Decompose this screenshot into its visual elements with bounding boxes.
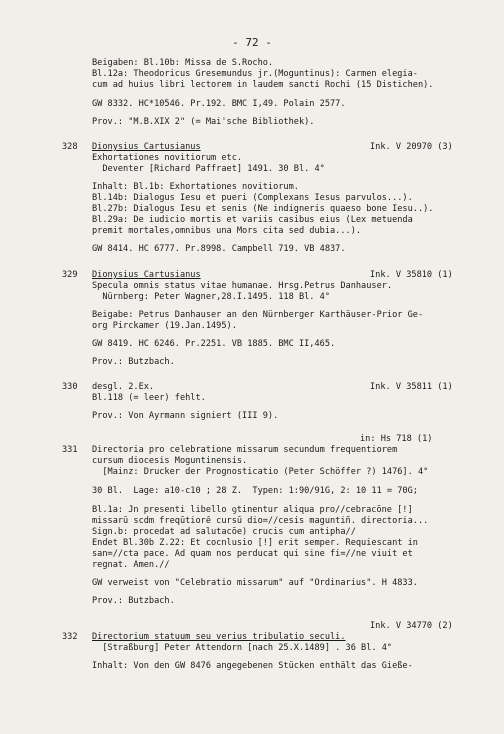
shelfmark: in: Hs 718 (1)	[360, 434, 433, 444]
intro-line: Prov.: "M.B.XIX 2" (= Mai'sche Bibliothek).	[92, 117, 315, 127]
entry-line: Exhortationes novitiorum etc.	[92, 153, 243, 163]
author-heading: Dionysius Cartusianus	[92, 270, 201, 280]
entry-line: Specula omnis status vitae humanae. Hrsg.Petrus Danhauser.	[92, 281, 393, 291]
entry-line: regnat. Amen.//	[92, 560, 170, 570]
entry-line: Inhalt: Von den GW 8476 angegebenen Stücken enthält das Gieße-	[92, 661, 413, 671]
entry-line: Sign.b: procedat ad salutacōe) crucis cum antipha//	[92, 527, 356, 537]
entry-line: Deventer [Richard Paffraet] 1491. 30 Bl. 4°	[92, 164, 325, 174]
entry-line: Bl.118 (= leer) fehlt.	[92, 393, 206, 403]
entry-line: Directoria pro celebratione missarum secundum frequentiorem	[92, 445, 398, 455]
entry-line: Bl.29a: De iudicio mortis et variis casibus eius (Lex metuenda	[92, 215, 413, 225]
entry-line: [Mainz: Drucker der Prognosticatio (Peter Schöffer ?) 1476]. 4°	[92, 467, 429, 477]
intro-line: Bl.12a: Theodoricus Gresemundus jr.(Moguntinus): Carmen elegia-	[92, 69, 418, 79]
entry-number: 331	[62, 445, 78, 455]
intro-line: cum ad huius libri lectorem in laudem sancti Rochi (15 Distichen).	[92, 80, 434, 90]
entry-line: Inhalt: Bl.1b: Exhortationes novitiorum.	[92, 182, 299, 192]
entry-line: Bl.1a: Jn presenti libello ꝯtinentur aliqua pro//cebracōne [!]	[92, 505, 413, 515]
entry-line: GW verweist von "Celebratio missarum" auf "Ordinarius". H 4833.	[92, 578, 418, 588]
entry-number: 329	[62, 270, 78, 280]
entry-line: Endet Bl.30b Z.22: Et cocnlusio [!] erit semper. Requiescant in	[92, 538, 418, 548]
shelfmark: Ink. V 34770 (2)	[370, 621, 453, 631]
entry-line: [Straßburg] Peter Attendorn [nach 25.X.1489] . 36 Bl. 4°	[92, 643, 393, 653]
intro-line: GW 8332. HC*10546. Pr.192. BMC I,49. Polain 2577.	[92, 99, 346, 109]
entry-line: san=//cta pace. Ad quam nos perducat qui sine fi=//ne viuit et	[92, 549, 413, 559]
page-number: - 72 -	[232, 36, 272, 49]
entry-line: 30 Bl. Lage: a10-c10 ; 28 Z. Typen: 1:90/91G, 2: 10 11 = 70G;	[92, 486, 418, 496]
entry-line: GW 8414. HC 6777. Pr.8998. Campbell 719. VB 4837.	[92, 244, 346, 254]
shelfmark: Ink. V 20970 (3)	[370, 142, 453, 152]
entry-line: Bl.14b: Dialogus Iesu et pueri (Complexans Iesus parvulos...).	[92, 193, 413, 203]
entry-line: Bl.27b: Dialogus Iesu et senis (Ne indigneris quaeso bone Iesu..).	[92, 204, 434, 214]
entry-line: Prov.: Butzbach.	[92, 357, 175, 367]
entry-number: 330	[62, 382, 78, 392]
entry-line: Prov.: Butzbach.	[92, 596, 175, 606]
entry-line: premit mortales,omnibus una Mors cita sed dubia...).	[92, 226, 362, 236]
entry-number: 332	[62, 632, 78, 642]
shelfmark: Ink. V 35810 (1)	[370, 270, 453, 280]
entry-line: org Pirckamer (19.Jan.1495).	[92, 321, 237, 331]
intro-line: Beigaben: Bl.10b: Missa de S.Rocho.	[92, 58, 274, 68]
title-heading: Directorium statuum seu verius tribulatio seculi.	[92, 632, 346, 642]
entry-line: Nürnberg: Peter Wagner,28.I.1495. 118 Bl. 4°	[92, 292, 330, 302]
entry-line: desgl. 2.Ex.	[92, 382, 155, 392]
entry-number: 328	[62, 142, 78, 152]
entry-line: missarū scdm freqūtiorē cursū dio=//cesis maguntiñ. directoria...	[92, 516, 429, 526]
shelfmark: Ink. V 35811 (1)	[370, 382, 453, 392]
entry-line: GW 8419. HC 6246. Pr.2251. VB 1885. BMC II,465.	[92, 339, 336, 349]
entry-line: Beigabe: Petrus Danhauser an den Nürnberger Karthäuser-Prior Ge-	[92, 310, 424, 320]
author-heading: Dionysius Cartusianus	[92, 142, 201, 152]
entry-line: cursum diocesis Moguntinensis.	[92, 456, 248, 466]
entry-line: Prov.: Von Ayrmann signiert (III 9).	[92, 411, 279, 421]
